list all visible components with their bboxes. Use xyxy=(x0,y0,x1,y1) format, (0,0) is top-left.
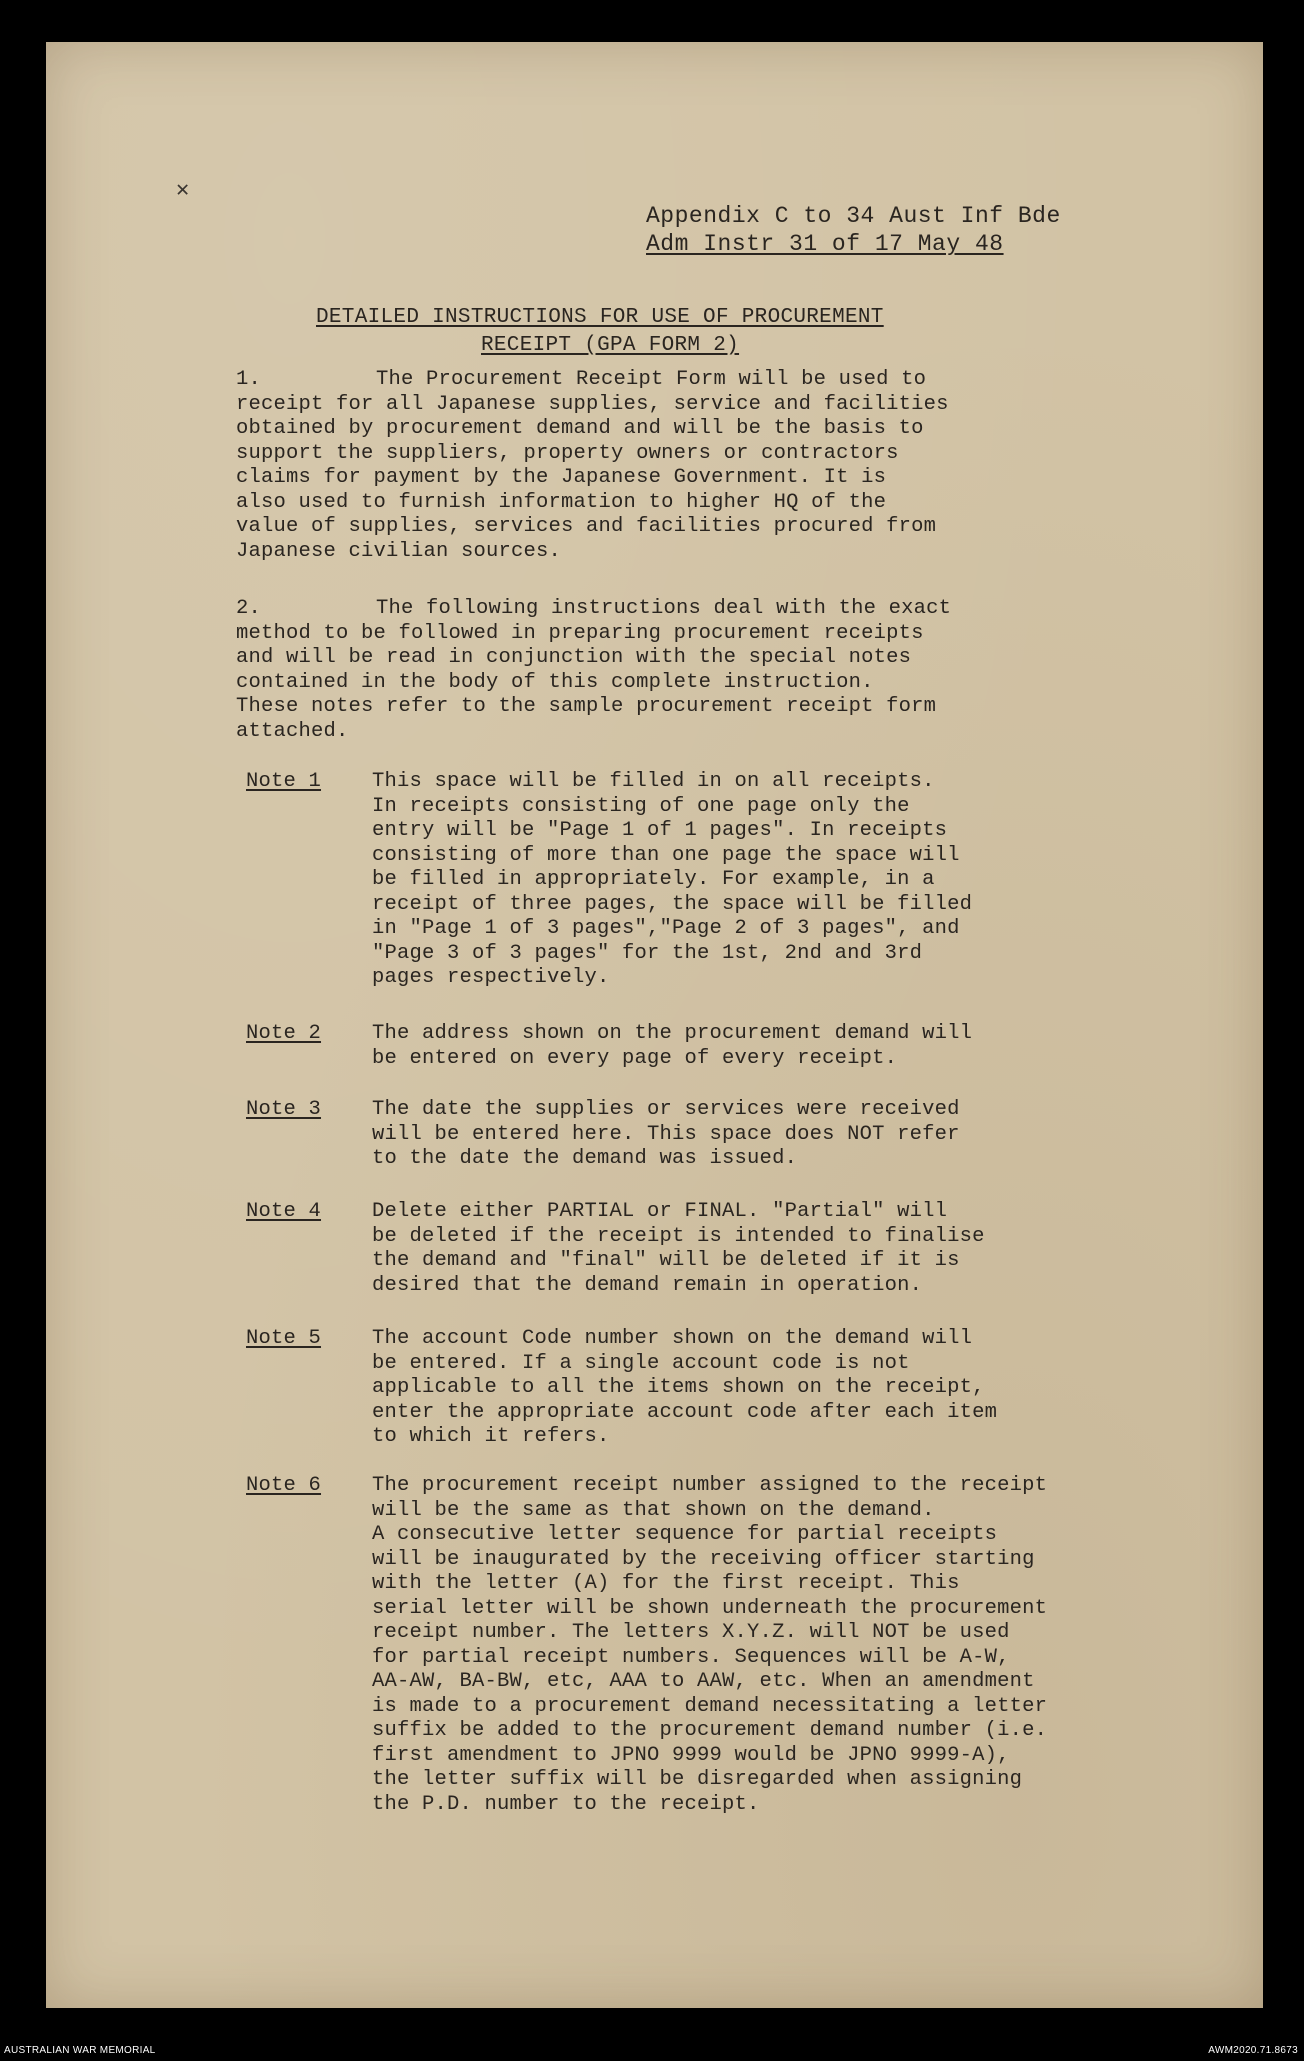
note-text: The date the supplies or services were received will be entered here. This space does NOT refer to the date the demand was issued. xyxy=(372,1098,960,1170)
document-title xyxy=(316,304,996,360)
note-text: The procurement receipt number assigned to the receipt will be the same as that shown on the demand. A consecutive letter sequence for partial receipts will be inaugurated by the receiving officer starting with the letter (A) for the first receipt. This serial letter will be shown underneath the procurement receipt number. The letters X.Y.Z. will NOT be used for partial receipt numbers. Sequences will be A-W, AA-AW, BA-BW, etc, AAA to AAW, etc. When an amendment is made to a procurement demand necessitating a letter suffix be added to the procurement demand number (i.e. first amendment to JPNO 9999 would be JPNO 9999-A), the letter suffix will be disregarded when assigning the P.D. number to the receipt. xyxy=(372,1474,1048,1816)
note-text: The address shown on the procurement demand will be entered on every page of every receipt. xyxy=(372,1022,973,1070)
note-label: Note 1 xyxy=(246,770,322,793)
paragraph-text: The following instructions deal with the exact method to be followed in preparing procurement receipts and will be read in conjunction with the special notes contained in the body of this complete instruction. These notes refer to the sample procurement receipt form attached. xyxy=(236,597,952,743)
note-label: Note 5 xyxy=(246,1327,322,1350)
title-line1: DETAILED INSTRUCTIONS FOR USE OF PROCUREMENT xyxy=(316,306,884,329)
appendix-reference-line1: Appendix C to 34 Aust Inf Bde xyxy=(646,203,1061,229)
note-label: Note 4 xyxy=(246,1200,322,1223)
archive-id: AWM2020.71.8673 xyxy=(1208,2045,1298,2056)
paragraph-number: 1. xyxy=(236,368,262,391)
document-page xyxy=(46,42,1263,2008)
ink-mark-icon: ✕ xyxy=(176,178,190,203)
appendix-reference xyxy=(646,202,1061,258)
note-text: This space will be filled in on all receipts. In receipts consisting of one page only the entry will be "Page 1 of 1 pages". In receipts consisting of more than one page the space will be filled in appropriately. For example, in a receipt of three pages, the space will be filled in "Page 1 of 3 pages","Page 2 of 3 pages", and "Page 3 of 3 pages" for the 1st, 2nd and 3rd pages respectively. xyxy=(372,770,973,989)
note-text: The account Code number shown on the demand will be entered. If a single account code is not applicable to all the items shown on the receipt, enter the appropriate account code after each item to which it refers. xyxy=(372,1327,998,1448)
note-text: Delete either PARTIAL or FINAL. "Partial" will be deleted if the receipt is intended to finalise the demand and "final" will be deleted if it is desired that the demand remain in operation. xyxy=(372,1200,985,1297)
paragraph-text: The Procurement Receipt Form will be used to receipt for all Japanese supplies, service and facilities obtained by procurement demand and will be the basis to support the suppliers, property owners or contractors claims for payment by the Japanese Government. It is also used to furnish information to higher HQ of the value of supplies, services and facilities procured from Japanese civilian sources. xyxy=(236,368,949,563)
note-label: Note 2 xyxy=(246,1022,322,1045)
appendix-reference-line2: Adm Instr 31 of 17 May 48 xyxy=(646,231,1004,257)
paragraph-2 xyxy=(236,597,1116,744)
title-line2: RECEIPT (GPA FORM 2) xyxy=(481,334,740,357)
note-label: Note 3 xyxy=(246,1098,322,1121)
archive-credit: AUSTRALIAN WAR MEMORIAL xyxy=(4,2045,156,2056)
paragraph-number: 2. xyxy=(236,597,262,620)
paragraph-1 xyxy=(236,368,1116,564)
note-label: Note 6 xyxy=(246,1474,322,1497)
